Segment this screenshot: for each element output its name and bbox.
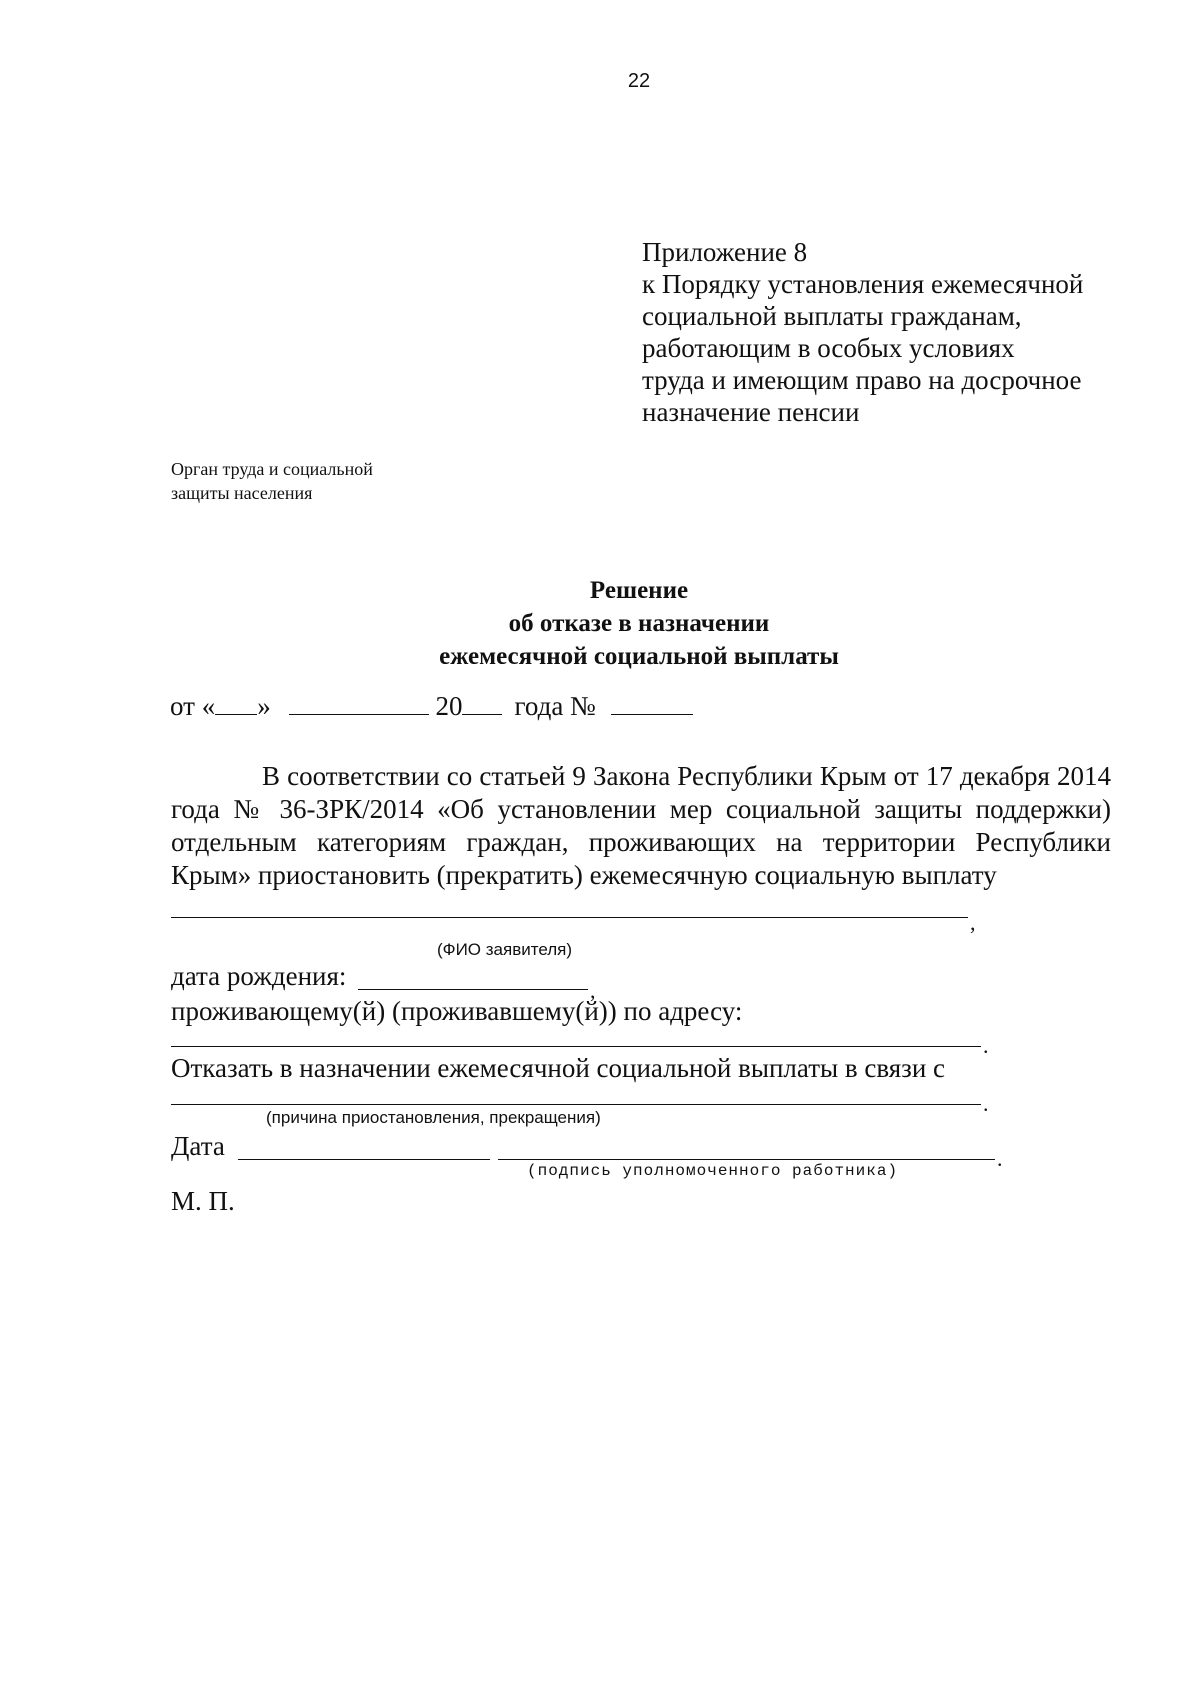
date-prefix: от « — [170, 691, 216, 721]
signature-line — [498, 1159, 995, 1160]
address-line — [171, 1046, 981, 1047]
birth-date-comma: , — [590, 978, 596, 1003]
number-blank — [611, 690, 693, 715]
decision-body-text: В соответствии со статьей 9 Закона Республики Крым от 17 декабря 2014 года № 36-ЗРК/2014 «Об установлении мер социальной защиты поддержки) отдельным категориям граждан, проживающих на территории Республики Крым» приостановить (прекратить) ежемесячную социальную выплату — [171, 761, 1111, 890]
signature-caption: (подпись уполномоченного работника) — [527, 1162, 899, 1180]
appendix-line: назначение пенсии — [642, 397, 860, 427]
fio-comma: , — [970, 910, 976, 935]
authority-line: защиты населения — [171, 483, 313, 503]
fio-line — [171, 917, 968, 918]
year-blank — [462, 690, 502, 715]
reason-caption: (причина приостановления, прекращения) — [266, 1108, 601, 1127]
day-blank — [215, 690, 257, 715]
reason-dot: . — [983, 1091, 989, 1116]
appendix-line: социальной выплаты гражданам, — [642, 301, 1022, 331]
page-number: 22 — [627, 70, 651, 92]
authority-line: Орган труда и социальной — [171, 459, 373, 479]
decision-title-line: об отказе в назначении — [508, 610, 770, 637]
fio-caption: (ФИО заявителя) — [437, 940, 573, 959]
month-blank — [289, 690, 429, 715]
appendix-line: труда и имеющим право на досрочное — [642, 365, 1082, 395]
appendix-line: работающим в особых условиях — [642, 333, 1015, 363]
address-label: проживающему(й) (проживавшему(й)) по адресу: — [171, 996, 743, 1026]
signature-dot: . — [997, 1146, 1003, 1171]
birth-date-line — [358, 989, 588, 990]
appendix-line: к Порядку установления ежемесячной — [642, 269, 1084, 299]
birth-date-label: дата рождения: — [171, 961, 347, 991]
year-prefix: 20 — [435, 691, 463, 721]
number-label: года № — [514, 691, 596, 721]
reason-line — [171, 1104, 981, 1105]
appendix-header — [642, 236, 1083, 428]
decision-title — [0, 574, 1200, 673]
decision-date-line — [170, 690, 693, 722]
decision-title-line: ежемесячной социальной выплаты — [439, 643, 839, 670]
refusal-text: Отказать в назначении ежемесячной социальной выплаты в связи с — [171, 1053, 946, 1083]
date-line — [238, 1159, 490, 1160]
date-label: Дата — [171, 1131, 225, 1161]
authority-block — [171, 457, 373, 505]
decision-title-line: Решение — [589, 577, 689, 604]
date-quote-close: » — [257, 691, 271, 721]
appendix-line: Приложение 8 — [642, 237, 808, 267]
stamp-label: М. П. — [171, 1186, 235, 1216]
address-dot: . — [983, 1033, 989, 1058]
